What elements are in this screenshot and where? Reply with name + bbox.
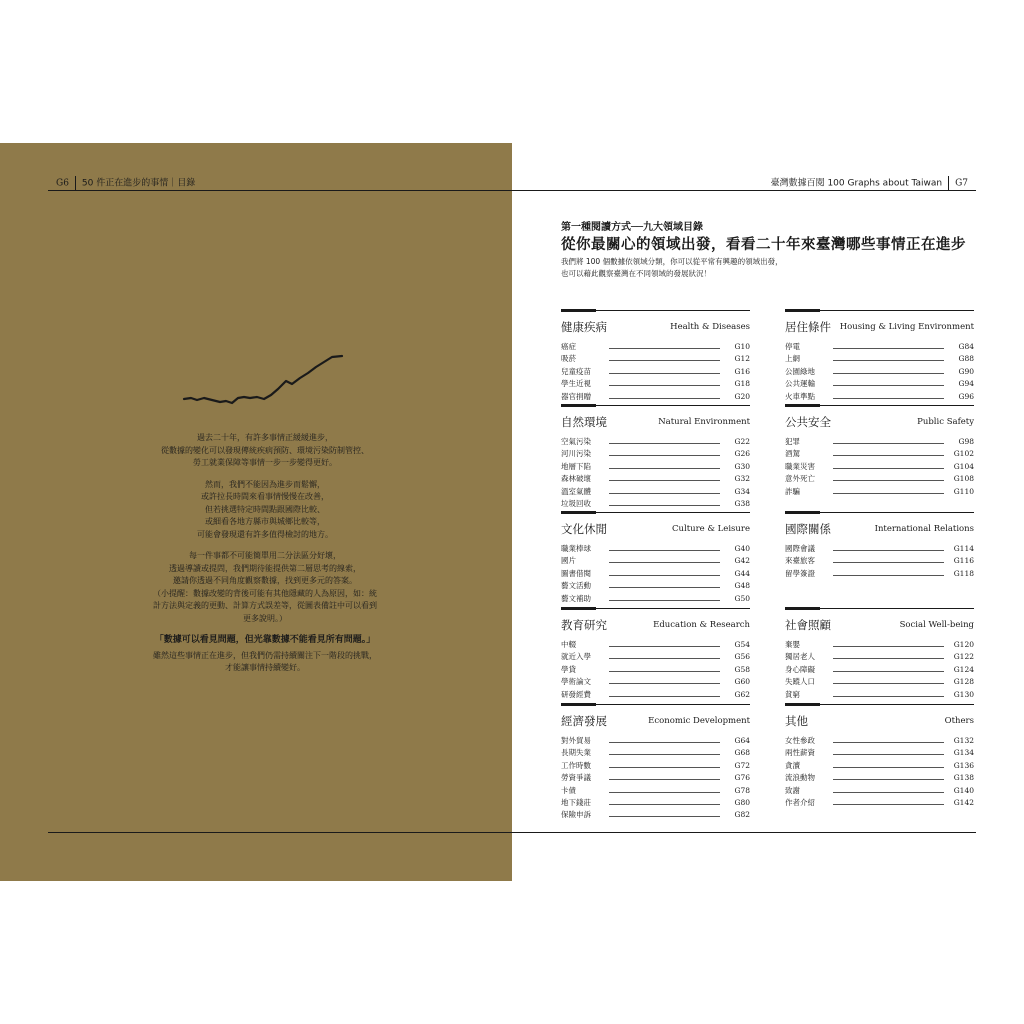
- toc-entry[interactable]: [561, 568, 750, 580]
- toc-entry-page: G120: [953, 640, 974, 649]
- section-heading: [561, 521, 750, 537]
- header-divider: [948, 176, 949, 190]
- toc-leader-line: [833, 550, 944, 551]
- section-heading: [785, 521, 974, 537]
- toc-entry-page: G18: [734, 379, 750, 389]
- toc-entry[interactable]: [561, 809, 750, 821]
- toc-entry-label: 藝文活動: [561, 581, 591, 591]
- toc-entry[interactable]: [785, 473, 974, 485]
- toc-entry-page: G124: [953, 664, 974, 674]
- toc-entry-label: 女性參政: [785, 736, 815, 745]
- intro-line: 透過導讀或提問，我們期待能提供第二層思考的線索，: [169, 563, 361, 573]
- intro-line: 雖然這些事情正在進步，但我們仍需持續關注下一階段的挑戰，: [153, 650, 377, 660]
- toc-entry-label: 職業棒球: [561, 544, 591, 553]
- section-heading: [561, 713, 750, 729]
- toc-entry-label: 就近入學: [561, 652, 591, 662]
- toc-entry[interactable]: [561, 651, 750, 663]
- toc-entry-page: G34: [734, 486, 750, 496]
- section-title-zh: 文化休閒: [561, 522, 607, 536]
- toc-entry-page: G108: [953, 474, 974, 484]
- toc-entry-label: 留學簽證: [785, 568, 815, 578]
- section-items: [561, 735, 750, 822]
- toc-leader-line: [609, 455, 720, 456]
- toc-entry-page: G128: [953, 677, 974, 687]
- toc-leader-line: [833, 443, 944, 444]
- rising-line-illustration: [182, 350, 344, 408]
- toc-entry-page: G98: [958, 437, 974, 446]
- left-header-rule: [48, 190, 512, 191]
- toc-entry[interactable]: [785, 797, 974, 809]
- toc-entry-page: G58: [734, 664, 750, 674]
- toc-leader-line: [833, 385, 944, 386]
- intro-line: 勞工就業保障等事情一步一步變得更好。: [193, 458, 337, 467]
- right-page-number: G7: [955, 178, 968, 189]
- toc-leader-line: [609, 754, 720, 755]
- toc-entry-page: G88: [958, 354, 974, 364]
- toc-entry-page: G142: [953, 797, 974, 807]
- toc-entry-label: 獨居老人: [785, 652, 815, 662]
- toc-leader-line: [833, 754, 944, 755]
- toc-entry[interactable]: [561, 473, 750, 485]
- toc-title: 從你最關心的領域出發，看看二十年來臺灣哪些事情正在進步: [561, 237, 966, 253]
- toc-entry-label: 學生近視: [561, 379, 591, 389]
- toc-entry[interactable]: [785, 461, 974, 473]
- toc-entry-label: 河川污染: [561, 449, 591, 459]
- toc-entry-label: 停電: [785, 342, 800, 351]
- toc-entry[interactable]: [561, 747, 750, 759]
- toc-entry-label: 卡債: [561, 785, 576, 795]
- toc-entry[interactable]: [785, 378, 974, 390]
- toc-leader-line: [609, 348, 720, 349]
- toc-entry-label: 對外貿易: [561, 736, 591, 745]
- section-items: [785, 639, 974, 701]
- toc-leader-line: [833, 398, 944, 399]
- toc-entry-label: 吸菸: [561, 354, 576, 364]
- toc-entry-label: 森林破壞: [561, 474, 591, 484]
- section-items: [561, 543, 750, 605]
- toc-entry-label: 國片: [561, 556, 576, 566]
- toc-entry[interactable]: [785, 448, 974, 460]
- toc-entry[interactable]: [561, 555, 750, 567]
- intro-quote: 「數據可以看見問題，但光靠數據不能看見所有問題。」: [154, 635, 376, 645]
- toc-entry-label: 地下錢莊: [561, 797, 591, 807]
- toc-entry-page: G102: [953, 449, 974, 459]
- section-accent-bar: [561, 404, 596, 407]
- toc-leader-line: [833, 360, 944, 361]
- toc-leader-line: [833, 468, 944, 469]
- toc-leader-line: [609, 360, 720, 361]
- toc-entry-label: 國際會議: [785, 544, 815, 553]
- toc-entry-label: 器官捐贈: [561, 391, 591, 401]
- toc-entry[interactable]: [561, 689, 750, 701]
- section-title-en: Natural Environment: [658, 417, 750, 427]
- toc-entry-page: G12: [734, 354, 750, 364]
- toc-entry[interactable]: [561, 378, 750, 390]
- toc-entry-page: G78: [734, 785, 750, 795]
- toc-entry[interactable]: [785, 543, 974, 555]
- section-accent-bar: [785, 404, 820, 407]
- toc-entry[interactable]: [785, 391, 974, 403]
- toc-entry[interactable]: [561, 760, 750, 772]
- section-accent-bar: [785, 511, 820, 514]
- toc-description-line: 我們將 100 個數據依領域分類，你可以從平常有興趣的領域出發，: [561, 257, 783, 266]
- toc-leader-line: [833, 493, 944, 494]
- toc-entry[interactable]: [561, 448, 750, 460]
- toc-entry-page: G42: [734, 556, 750, 566]
- intro-line: 然而，我們不能因為進步而鬆懈，: [205, 479, 325, 489]
- toc-entry-label: 長期失業: [561, 748, 591, 758]
- toc-entry[interactable]: [561, 580, 750, 592]
- toc-entry-page: G10: [734, 342, 750, 351]
- toc-entry[interactable]: [785, 366, 974, 378]
- toc-entry[interactable]: [561, 498, 750, 510]
- section-accent-bar: [785, 607, 820, 610]
- toc-leader-line: [833, 646, 944, 647]
- right-header-rule: [512, 190, 976, 191]
- toc-entry-label: 中輟: [561, 640, 576, 649]
- toc-entry-page: G110: [953, 486, 974, 496]
- toc-leader-line: [833, 373, 944, 374]
- toc-entry-page: G138: [953, 773, 974, 783]
- toc-entry-page: G26: [734, 449, 750, 459]
- left-header-title: 50 件正在進步的事情｜目錄: [81, 178, 196, 189]
- section-title-en: International Relations: [874, 524, 974, 534]
- section-heading: [785, 617, 974, 633]
- toc-entry-label: 火車準點: [785, 391, 815, 401]
- intro-text: [120, 432, 410, 675]
- section-title-zh: 自然環境: [561, 415, 607, 429]
- toc-leader-line: [609, 779, 720, 780]
- toc-entry[interactable]: [785, 486, 974, 498]
- toc-entry[interactable]: [561, 391, 750, 403]
- section-title-zh: 健康疾病: [561, 320, 607, 334]
- toc-description: [561, 256, 783, 280]
- toc-leader-line: [833, 575, 944, 576]
- toc-entry-label: 詐騙: [785, 486, 800, 496]
- section-title-en: Culture & Leisure: [672, 524, 750, 534]
- toc-leader-line: [833, 792, 944, 793]
- toc-entry-label: 兒童疫苗: [561, 366, 591, 376]
- toc-entry-label: 致謝: [785, 785, 800, 795]
- toc-leader-line: [609, 398, 720, 399]
- toc-leader-line: [609, 443, 720, 444]
- toc-entry[interactable]: [561, 543, 750, 555]
- intro-line: 每一件事都不可能簡單用二分法區分好壞，: [189, 551, 341, 560]
- section-heading: [561, 414, 750, 430]
- toc-leader-line: [609, 575, 720, 576]
- toc-entry-label: 學術論文: [561, 677, 591, 687]
- toc-leader-line: [609, 804, 720, 805]
- intro-line: 更多說明。）: [243, 613, 287, 623]
- left-footer-rule: [48, 832, 512, 833]
- toc-entry-label: 職業災害: [785, 461, 815, 471]
- toc-leader-line: [609, 493, 720, 494]
- section-title-en: Social Well-being: [899, 620, 974, 630]
- toc-entry-page: G64: [734, 736, 750, 745]
- section-accent-bar: [561, 309, 596, 312]
- toc-leader-line: [833, 671, 944, 672]
- toc-entry-page: G50: [734, 593, 750, 603]
- toc-entry-label: 公共運輸: [785, 379, 815, 389]
- toc-leader-line: [833, 696, 944, 697]
- toc-description-line: 也可以藉此觀察臺灣在不同領域的發展狀況！: [561, 269, 711, 278]
- toc-entry-label: 棄嬰: [785, 640, 800, 649]
- section-accent-bar: [785, 309, 820, 312]
- section-title-zh: 社會照顧: [785, 618, 831, 632]
- toc-entry-page: G122: [953, 652, 974, 662]
- toc-entry-page: G132: [953, 736, 974, 745]
- section-title-en: Education & Research: [653, 620, 750, 630]
- toc-leader-line: [833, 562, 944, 563]
- toc-entry-label: 身心障礙: [785, 664, 815, 674]
- toc-entry-label: 空氣污染: [561, 437, 591, 446]
- toc-kicker: 第一種閱讀方式──九大領域目錄: [561, 222, 704, 233]
- toc-entry-page: G20: [734, 391, 750, 401]
- section-items: [561, 639, 750, 701]
- intro-line: 或許拉長時間來看事情慢慢在改善，: [201, 492, 329, 501]
- section-accent-bar: [561, 703, 596, 706]
- toc-entry[interactable]: [561, 436, 750, 448]
- toc-entry[interactable]: [785, 555, 974, 567]
- section-heading: [785, 319, 974, 335]
- toc-leader-line: [609, 562, 720, 563]
- toc-entry-label: 意外死亡: [785, 474, 815, 484]
- toc-entry[interactable]: [785, 568, 974, 580]
- section-title-en: Public Safety: [917, 417, 974, 427]
- toc-entry-page: G32: [734, 474, 750, 484]
- right-footer-rule: [512, 832, 976, 833]
- toc-entry-page: G44: [734, 568, 750, 578]
- toc-entry-label: 溫室氣體: [561, 486, 591, 496]
- toc-entry-label: 垃圾回收: [561, 498, 591, 508]
- intro-line: 可能會發現還有許多值得檢討的地方。: [197, 529, 333, 539]
- toc-entry[interactable]: [561, 735, 750, 747]
- toc-entry[interactable]: [785, 785, 974, 797]
- toc-entry[interactable]: [561, 486, 750, 498]
- toc-entry[interactable]: [785, 689, 974, 701]
- section-items: [561, 341, 750, 403]
- section-title-en: Economic Development: [648, 716, 750, 726]
- toc-leader-line: [609, 480, 720, 481]
- toc-entry-page: G54: [734, 640, 750, 649]
- toc-entry-page: G60: [734, 677, 750, 687]
- section-title-en: Health & Diseases: [670, 322, 750, 332]
- toc-entry-label: 學貸: [561, 664, 576, 674]
- toc-leader-line: [609, 385, 720, 386]
- toc-entry-page: G72: [734, 760, 750, 770]
- toc-entry[interactable]: [561, 797, 750, 809]
- section-title-zh: 教育研究: [561, 618, 607, 632]
- toc-entry-label: 犯罪: [785, 437, 800, 446]
- section-title-zh: 居住條件: [785, 320, 831, 334]
- toc-entry[interactable]: [785, 639, 974, 651]
- toc-leader-line: [609, 816, 720, 817]
- section-heading: [561, 319, 750, 335]
- section-title-zh: 國際關係: [785, 522, 831, 536]
- toc-leader-line: [609, 742, 720, 743]
- section-title-en: Housing & Living Environment: [839, 322, 974, 332]
- toc-entry[interactable]: [785, 353, 974, 365]
- section-heading: [561, 617, 750, 633]
- toc-entry-label: 保險申訴: [561, 810, 591, 820]
- toc-entry-label: 貧窮: [785, 689, 800, 699]
- toc-leader-line: [609, 767, 720, 768]
- toc-entry[interactable]: [785, 735, 974, 747]
- toc-entry-page: G136: [953, 760, 974, 770]
- intro-line: （小提醒：數據改變的背後可能有其他隱藏的人為原因，如：統: [153, 588, 377, 598]
- toc-leader-line: [609, 550, 720, 551]
- toc-entry-label: 來臺旅客: [785, 556, 815, 566]
- toc-entry-page: G118: [953, 568, 974, 578]
- toc-entry-page: G62: [734, 689, 750, 699]
- toc-entry[interactable]: [561, 353, 750, 365]
- section-heading: [785, 713, 974, 729]
- toc-entry-label: 工作時數: [561, 760, 591, 770]
- toc-leader-line: [833, 767, 944, 768]
- section-accent-bar: [785, 703, 820, 706]
- toc-entry[interactable]: [785, 664, 974, 676]
- section-items: [785, 436, 974, 498]
- section-heading: [785, 414, 974, 430]
- right-running-header: [771, 176, 968, 190]
- toc-leader-line: [609, 468, 720, 469]
- toc-leader-line: [833, 480, 944, 481]
- toc-entry[interactable]: [785, 341, 974, 353]
- toc-entry[interactable]: [785, 676, 974, 688]
- toc-entry-label: 上網: [785, 354, 800, 364]
- toc-entry-page: G56: [734, 652, 750, 662]
- toc-entry-page: G48: [734, 581, 750, 591]
- toc-entry-label: 地層下陷: [561, 461, 591, 471]
- toc-entry-page: G90: [958, 366, 974, 376]
- section-title-en: Others: [944, 716, 974, 726]
- intro-line: 計方法與定義的更動、計算方式誤差等，從圖表備註中可以看到: [153, 601, 377, 610]
- toc-entry-page: G82: [734, 810, 750, 820]
- toc-entry-page: G30: [734, 461, 750, 471]
- toc-leader-line: [609, 792, 720, 793]
- toc-entry-page: G40: [734, 544, 750, 553]
- intro-line: 才能讓事情持續變好。: [225, 663, 305, 672]
- toc-entry-page: G96: [958, 391, 974, 401]
- toc-entry-page: G68: [734, 748, 750, 758]
- toc-entry-page: G38: [734, 498, 750, 508]
- toc-entry-label: 研發經費: [561, 689, 591, 699]
- toc-entry-page: G134: [953, 748, 974, 758]
- toc-entry[interactable]: [785, 651, 974, 663]
- toc-entry-page: G114: [953, 544, 974, 553]
- toc-leader-line: [833, 683, 944, 684]
- toc-entry[interactable]: [561, 772, 750, 784]
- toc-leader-line: [833, 455, 944, 456]
- toc-entry-page: G22: [734, 437, 750, 446]
- toc-entry-label: 作者介紹: [785, 797, 815, 807]
- toc-entry-page: G76: [734, 773, 750, 783]
- toc-entry[interactable]: [561, 676, 750, 688]
- toc-leader-line: [609, 505, 720, 506]
- intro-line: 從數據的變化可以發現傳統疾病預防、環境污染防制管控、: [161, 445, 369, 455]
- toc-leader-line: [833, 658, 944, 659]
- toc-entry-label: 貪瀆: [785, 760, 800, 770]
- section-title-zh: 其他: [785, 714, 808, 728]
- toc-leader-line: [609, 587, 720, 588]
- toc-entry-label: 酒駕: [785, 449, 800, 459]
- intro-paragraph-2: [120, 479, 410, 542]
- section-accent-bar: [561, 511, 596, 514]
- left-running-header: [56, 176, 195, 190]
- toc-entry-page: G140: [953, 785, 974, 795]
- toc-leader-line: [609, 671, 720, 672]
- toc-entry-label: 癌症: [561, 342, 576, 351]
- intro-line: 邀請你透過不同角度觀察數據，找到更多元的答案。: [173, 576, 357, 585]
- toc-leader-line: [833, 804, 944, 805]
- toc-entry[interactable]: [785, 436, 974, 448]
- toc-leader-line: [609, 373, 720, 374]
- toc-entry[interactable]: [785, 760, 974, 772]
- toc-leader-line: [609, 646, 720, 647]
- toc-entry[interactable]: [561, 664, 750, 676]
- section-title-zh: 公共安全: [785, 415, 831, 429]
- toc-entry[interactable]: [785, 747, 974, 759]
- toc-leader-line: [609, 696, 720, 697]
- toc-entry-page: G130: [953, 689, 974, 699]
- toc-entry-page: G94: [958, 379, 974, 389]
- toc-entry[interactable]: [561, 366, 750, 378]
- toc-entry-page: G80: [734, 797, 750, 807]
- intro-line: 但若挑選特定時間點跟國際比較、: [205, 504, 325, 514]
- toc-entry-page: G16: [734, 366, 750, 376]
- toc-entry-label: 圖書借閱: [561, 568, 591, 578]
- toc-entry[interactable]: [561, 639, 750, 651]
- section-title-zh: 經濟發展: [561, 714, 607, 728]
- intro-line: 過去二十年，有許多事情正緩緩進步，: [197, 433, 333, 442]
- toc-entry-label: 兩性薪資: [785, 748, 815, 758]
- toc-entry-label: 失蹤人口: [785, 677, 815, 687]
- section-items: [785, 341, 974, 403]
- intro-paragraph-3: [120, 550, 410, 625]
- toc-entry-page: G116: [953, 556, 974, 566]
- intro-paragraph-4: [120, 650, 410, 675]
- toc-leader-line: [833, 779, 944, 780]
- left-page-number: G6: [56, 178, 69, 189]
- toc-entry-label: 流浪動物: [785, 773, 815, 783]
- intro-paragraph-1: [120, 432, 410, 470]
- toc-leader-line: [609, 658, 720, 659]
- toc-entry[interactable]: [561, 341, 750, 353]
- toc-leader-line: [833, 348, 944, 349]
- toc-entry-label: 藝文補助: [561, 593, 591, 603]
- section-items: [785, 543, 974, 580]
- right-header-title: 臺灣數據百閱 100 Graphs about Taiwan: [770, 178, 943, 189]
- toc-leader-line: [609, 600, 720, 601]
- section-accent-bar: [561, 607, 596, 610]
- toc-leader-line: [609, 683, 720, 684]
- toc-entry[interactable]: [561, 461, 750, 473]
- toc-entry[interactable]: [561, 785, 750, 797]
- header-divider: [75, 176, 76, 190]
- toc-entry[interactable]: [785, 772, 974, 784]
- toc-entry-page: G104: [953, 461, 974, 471]
- toc-entry-label: 公園綠地: [785, 366, 815, 376]
- toc-leader-line: [833, 742, 944, 743]
- intro-line: 或細看各地方縣市與城鄉比較等，: [205, 517, 325, 526]
- toc-entry[interactable]: [561, 593, 750, 605]
- toc-entry-label: 勞資爭議: [561, 773, 591, 783]
- section-items: [561, 436, 750, 510]
- section-items: [785, 735, 974, 809]
- toc-entry-page: G84: [958, 342, 974, 351]
